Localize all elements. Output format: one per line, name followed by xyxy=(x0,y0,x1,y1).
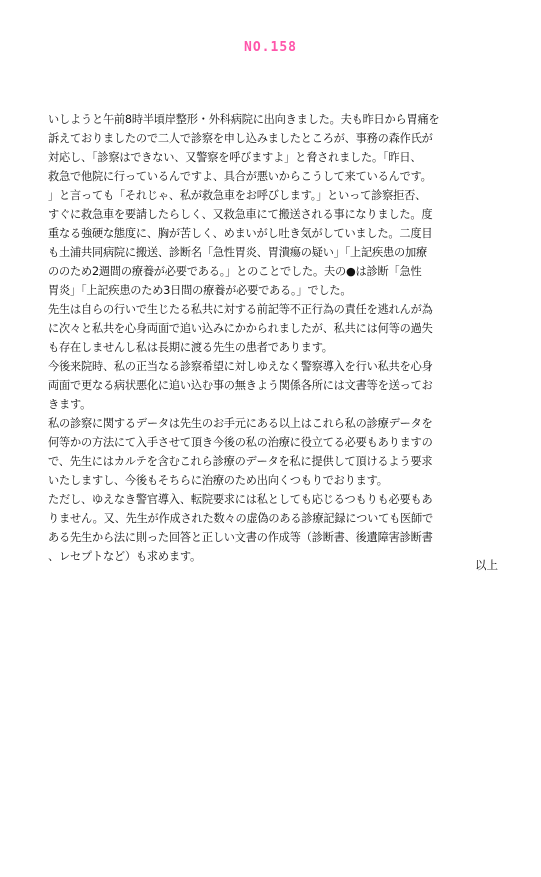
page-number: NO.158 xyxy=(244,40,297,55)
paragraph-1: いしようと午前8時半頃岸整形・外科病院に出向きました。夫も昨日から胃痛を 訴えておりましたので二人で診察を申し込みましたところが、事務の森作氏が 対応し、「診察はできない、又警察を呼びますよ」と脅されました。「昨日、 救急で他院に行っているんですよ、具合が悪いからこうして来ているんです。 」と言っても「それじゃ、私が救急車をお呼びします。」といって診察拒否、 すぐに救急車を要請したらしく、又救急車にて搬送される事になりました。度 重なる強硬な態度に、胸が苦しく、めまいがし吐き気がしていました。二度目 も土浦共同病院に搬送、診断名「急性胃炎、胃潰瘍の疑い」「上記疾患の加療 ののため2週間の療養が必要である。」とのことでした。夫の●は診断「急性 胃炎」「上記疾患のため3日間の療養が必要である。」でした。 xyxy=(48,113,440,297)
letter-body xyxy=(48,110,503,566)
closing-remark: 以上 xyxy=(475,558,498,572)
paragraph-2: 先生は自らの行いで生じたる私共に対する前記等不正行為の責任を逃れんが為 に次々と私共を心身両面で追い込みにかかられましたが、私共には何等の過失 も存在しませんし私は長期に渡る先生の患者であります。 xyxy=(48,303,433,354)
paragraph-3: 今後来院時、私の正当なる診察希望に対しゆえなく警察導入を行い私共を心身 両面で更なる病状悪化に追い込む事の無きよう関係各所には文書等を送ってお きます。 xyxy=(48,360,433,411)
paragraph-5: ただし、ゆえなき警官導入、転院要求には私としても応じるつもりも必要もあ りません。又、先生が作成された数々の虚偽のある診療記録についても医師で ある先生から法に則った回答と正しい文書の作成等（診断書、後遺障害診断書 、レセプトなど）も求めます。 xyxy=(48,493,434,563)
paragraph-4: 私の診察に関するデータは先生のお手元にある以上はこれら私の診療データを 何等かの方法にて入手させて頂き今後の私の治療に役立てる必要もありますの で、先生にはカルテを含むこれら診療のデータを私に提供して頂けるよう要求 いたしますし、今後もそちらに治療のため出向くつもりでおります。 xyxy=(48,417,433,487)
